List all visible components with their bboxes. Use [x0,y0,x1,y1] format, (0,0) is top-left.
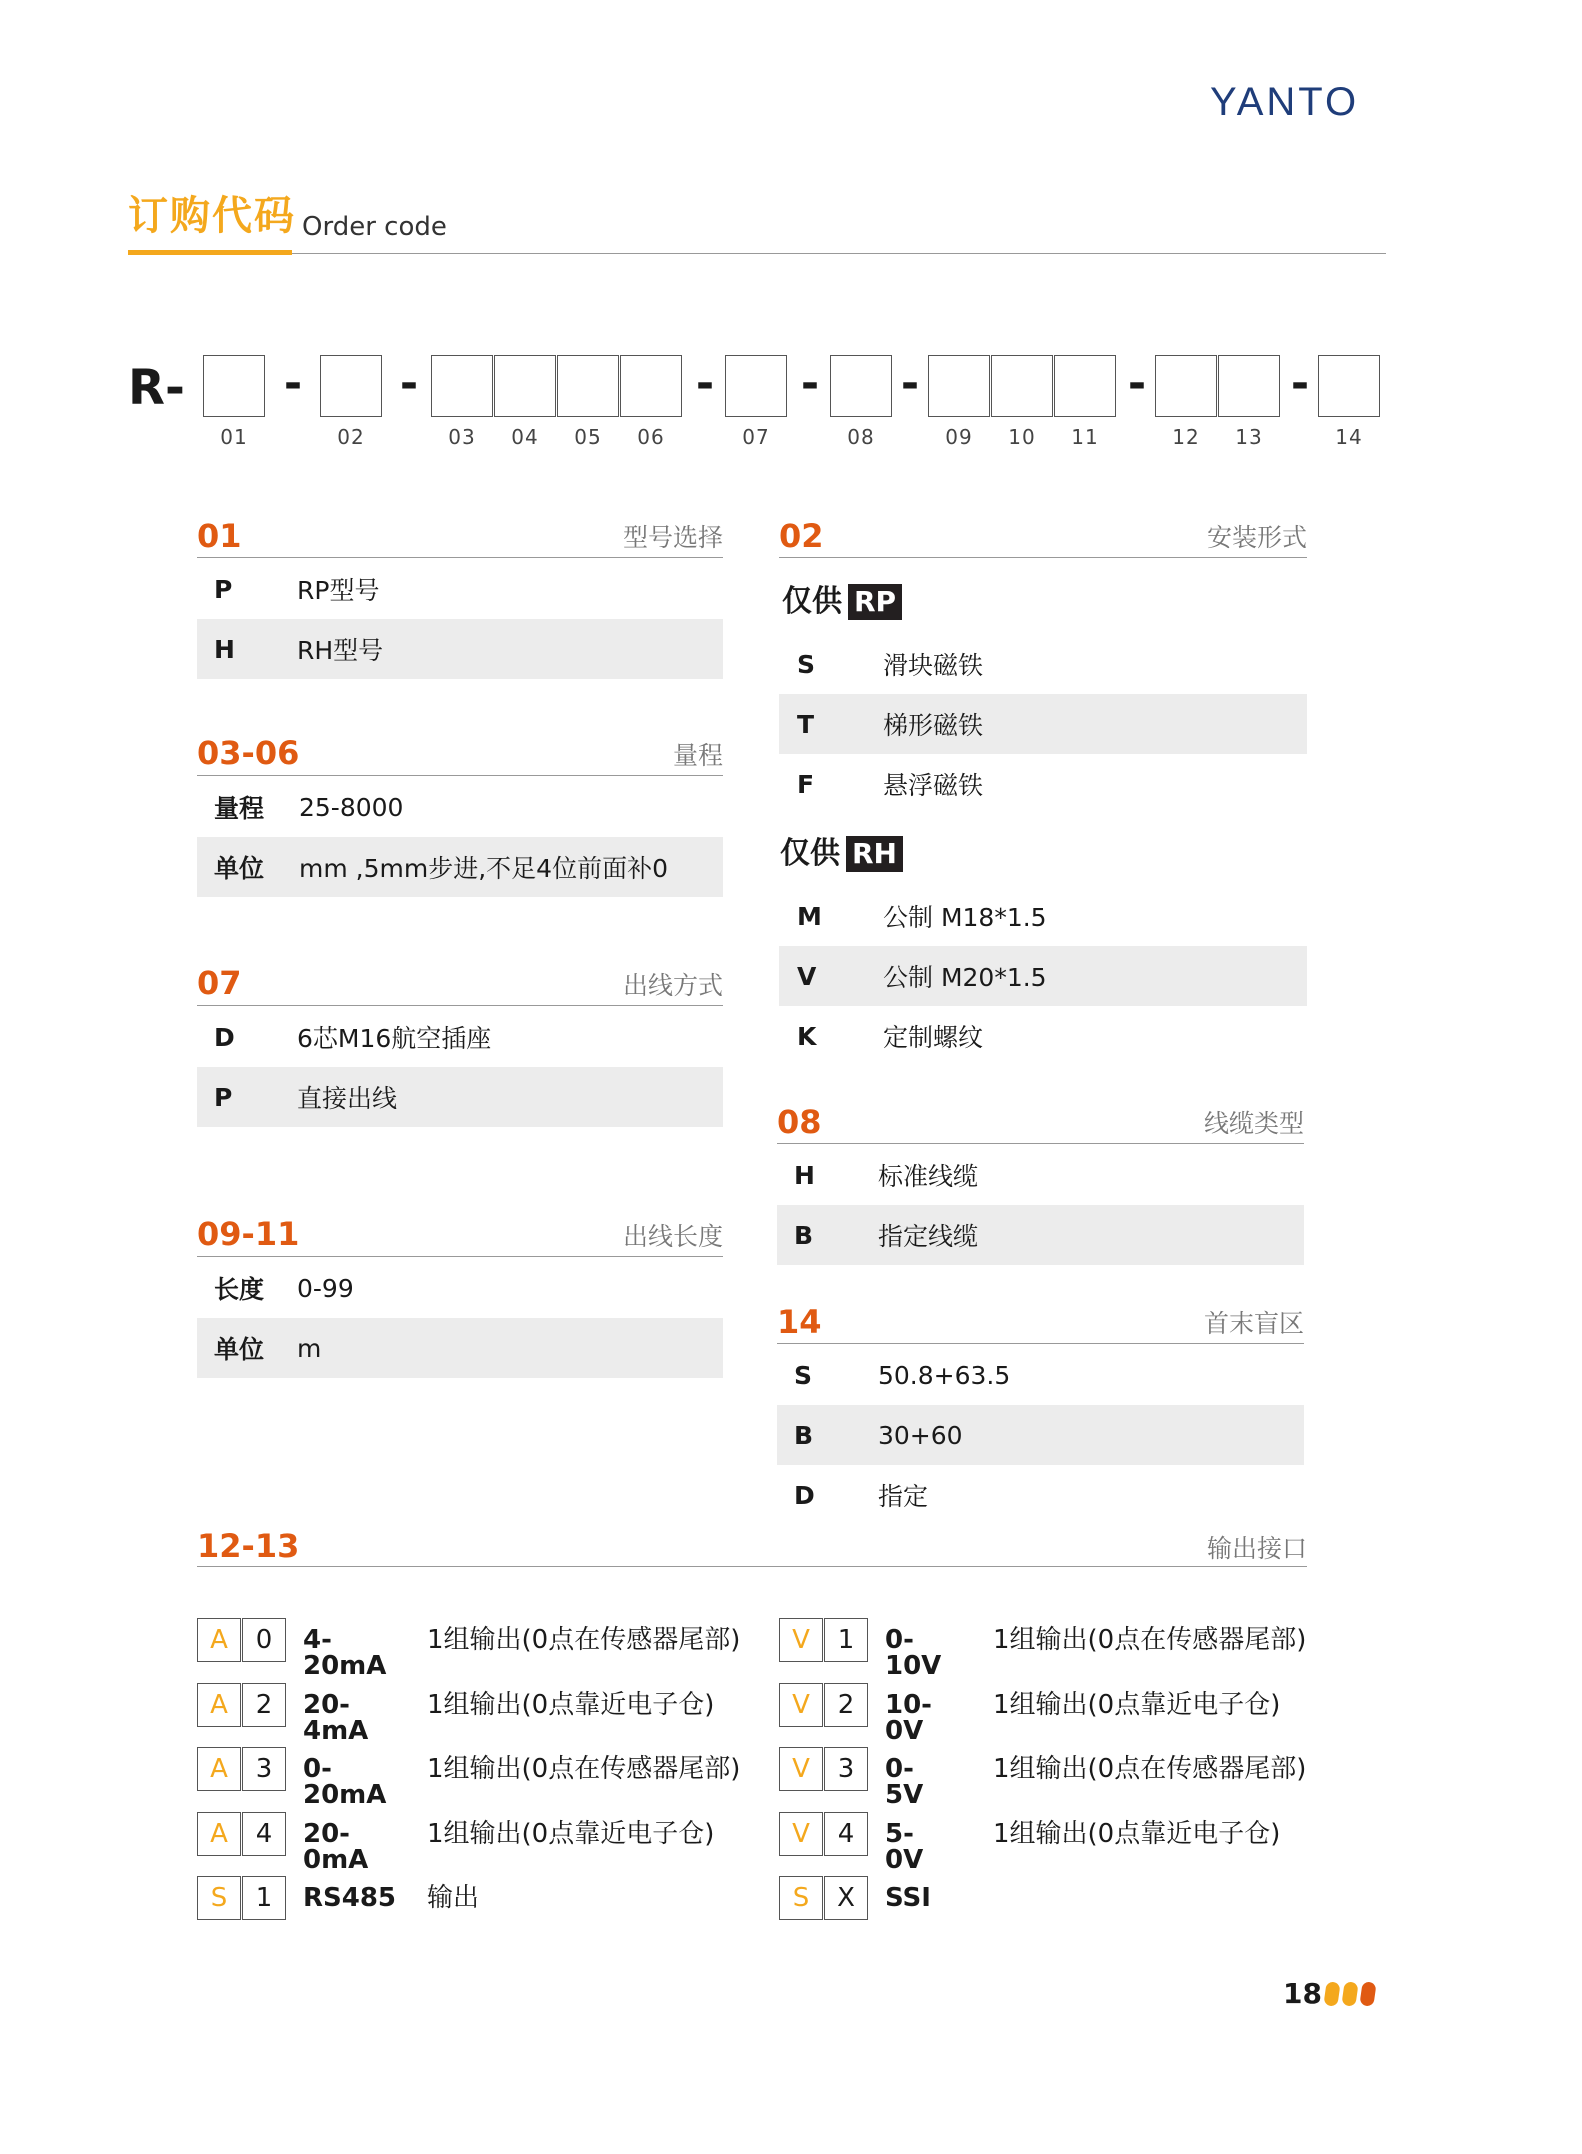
section-title: 线缆类型 [1203,1109,1304,1138]
code-dash: - [283,358,303,409]
order-code-prefix: R- [128,360,185,416]
section-title: 出线长度 [622,1222,723,1251]
section-title: 出线方式 [622,971,723,1000]
code-box-04 [494,355,556,417]
section-number: 08 [777,1103,822,1141]
option-row [777,1345,1304,1405]
output-value: 20-0mA [303,1819,369,1875]
option-code: 长度 [214,1275,265,1304]
code-dash: - [1290,358,1310,409]
option-value: 定制螺纹 [883,1023,984,1052]
option-row [197,1007,723,1067]
code-dash: - [399,358,419,409]
option-row [777,1405,1304,1465]
output-code-box: 2 [242,1683,286,1727]
option-value: mm ,5mm步进,不足4位前面补0 [299,854,668,883]
output-type-box: S [197,1876,241,1920]
output-desc: 1组输出(0点靠近电子仓) [427,1819,715,1849]
code-dash: - [900,358,920,409]
option-code: B [794,1420,814,1450]
option-code: F [797,769,815,799]
code-index: 07 [742,425,770,449]
output-type-box: V [779,1747,823,1791]
output-type-box: V [779,1812,823,1856]
section-divider [777,1343,1304,1344]
output-desc: 1组输出(0点靠近电子仓) [993,1690,1281,1720]
section-divider [197,1005,723,1006]
output-code-box: 4 [242,1812,286,1856]
option-code: P [214,574,233,604]
option-row [197,837,723,897]
option-row [779,754,1307,814]
option-value: 25-8000 [299,792,404,822]
option-code: 量程 [214,794,265,823]
option-row [197,559,723,619]
option-value: 指定线缆 [878,1222,979,1251]
option-code: D [794,1480,815,1510]
output-code-box: 0 [242,1618,286,1662]
output-code-box: 3 [242,1747,286,1791]
group-label: 仅供 [780,836,840,871]
output-desc: 1组输出(0点在传感器尾部) [427,1754,741,1784]
code-box-09 [928,355,990,417]
section-title: 输出接口 [1206,1534,1307,1563]
page-decoration-icon [1323,1980,1383,2012]
output-value: 10-0V [885,1690,932,1746]
model-tag: RP [848,584,902,620]
output-value: 0-10V [885,1625,942,1681]
option-value: 直接出线 [297,1084,398,1113]
option-code: B [794,1220,814,1250]
option-value: 悬浮磁铁 [883,771,984,800]
code-index: 03 [448,425,476,449]
code-box-07 [725,355,787,417]
output-code-box: 3 [824,1747,868,1791]
option-code: H [214,634,235,664]
section-number: 03-06 [197,734,300,772]
output-value: SSI [885,1883,931,1913]
option-row [197,619,723,679]
code-index: 12 [1172,425,1200,449]
title-underline [128,250,292,255]
output-type-box: A [197,1812,241,1856]
code-index: 13 [1235,425,1263,449]
option-code: V [797,961,817,991]
option-row [197,1258,723,1318]
model-tag: RH [846,836,903,872]
code-index: 01 [220,425,248,449]
option-row [779,634,1307,694]
code-box-05 [557,355,619,417]
output-code-box: 2 [824,1683,868,1727]
option-row [197,777,723,837]
output-code-box: X [824,1876,868,1920]
output-value: RS485 [303,1883,397,1913]
option-value: 50.8+63.5 [878,1360,1011,1390]
code-box-12 [1155,355,1217,417]
code-dash: - [800,358,820,409]
output-value: 0-20mA [303,1754,387,1810]
section-number: 01 [197,517,242,555]
option-row [779,886,1307,946]
code-index: 11 [1071,425,1099,449]
output-value: 0-5V [885,1754,924,1810]
code-box-01 [203,355,265,417]
section-title: 安装形式 [1206,523,1307,552]
code-box-06 [620,355,682,417]
output-type-box: A [197,1747,241,1791]
section-title: 量程 [672,741,723,770]
section-number: 02 [779,517,824,555]
section-number: 12-13 [197,1527,300,1565]
code-dash: - [695,358,715,409]
option-code: P [214,1082,233,1112]
code-index: 04 [511,425,539,449]
section-number: 09-11 [197,1215,300,1253]
code-box-08 [830,355,892,417]
option-value: RH型号 [297,636,384,665]
output-type-box: A [197,1618,241,1662]
brand-logo: YANTO [1210,80,1360,124]
option-value: 指定 [878,1482,929,1511]
output-value: 4-20mA [303,1625,387,1681]
option-row [197,1318,723,1378]
option-code: H [794,1160,815,1190]
code-box-14 [1318,355,1380,417]
code-index: 09 [945,425,973,449]
group-label-rp [782,584,902,620]
section-divider [779,557,1307,558]
group-label: 仅供 [782,584,842,619]
option-code: S [797,649,816,679]
section-title: 型号选择 [622,523,723,552]
option-value: 30+60 [878,1420,963,1450]
output-desc: 1组输出(0点靠近电子仓) [427,1690,715,1720]
code-index: 06 [637,425,665,449]
code-box-13 [1218,355,1280,417]
output-type-box: V [779,1618,823,1662]
section-number: 14 [777,1303,822,1341]
output-desc: 输出 [427,1883,480,1913]
code-dash: - [1127,358,1147,409]
code-index: 10 [1008,425,1036,449]
page-subtitle: Order code [302,212,447,242]
code-index: 14 [1335,425,1363,449]
output-code-box: 4 [824,1812,868,1856]
option-row [777,1145,1304,1205]
option-value: 公制 M18*1.5 [883,903,1047,932]
section-divider [197,1256,723,1257]
page-number: 18 [1283,1977,1322,2010]
output-code-box: 1 [824,1618,868,1662]
output-value: 5-0V [885,1819,924,1875]
option-code: K [797,1021,817,1051]
output-type-box: A [197,1683,241,1727]
title-divider [128,253,1386,254]
code-index: 02 [337,425,365,449]
code-index: 08 [847,425,875,449]
section-number: 07 [197,964,242,1002]
code-box-10 [991,355,1053,417]
option-code: M [797,901,822,931]
option-code: D [214,1022,235,1052]
page-title: 订购代码 [128,193,296,239]
option-value: 梯形磁铁 [883,711,984,740]
section-divider [197,775,723,776]
option-code: S [794,1360,813,1390]
option-value: 公制 M20*1.5 [883,963,1047,992]
option-value: m [297,1333,322,1363]
option-code: 单位 [214,1335,265,1364]
section-divider [777,1143,1304,1144]
group-label-rh [780,836,903,872]
option-row [777,1465,1304,1525]
output-code-box: 1 [242,1876,286,1920]
code-index: 05 [574,425,602,449]
option-code: 单位 [214,854,265,883]
output-type-box: S [779,1876,823,1920]
output-desc: 1组输出(0点在传感器尾部) [993,1754,1307,1784]
option-row [779,946,1307,1006]
option-value: 滑块磁铁 [883,651,984,680]
option-value: 标准线缆 [878,1162,979,1191]
output-value: 20-4mA [303,1690,369,1746]
option-value: 0-99 [297,1273,354,1303]
code-box-02 [320,355,382,417]
section-title: 首末盲区 [1203,1309,1304,1338]
output-desc: 1组输出(0点在传感器尾部) [427,1625,741,1655]
option-value: 6芯M16航空插座 [297,1024,492,1053]
output-desc: 1组输出(0点靠近电子仓) [993,1819,1281,1849]
output-type-box: V [779,1683,823,1727]
option-row [777,1205,1304,1265]
option-row [779,1006,1307,1066]
section-divider [197,557,723,558]
code-box-03 [431,355,493,417]
option-value: RP型号 [297,576,380,605]
option-row [197,1067,723,1127]
option-row [779,694,1307,754]
option-code: T [797,709,815,739]
section-divider [197,1566,1307,1567]
output-desc: 1组输出(0点在传感器尾部) [993,1625,1307,1655]
code-box-11 [1054,355,1116,417]
